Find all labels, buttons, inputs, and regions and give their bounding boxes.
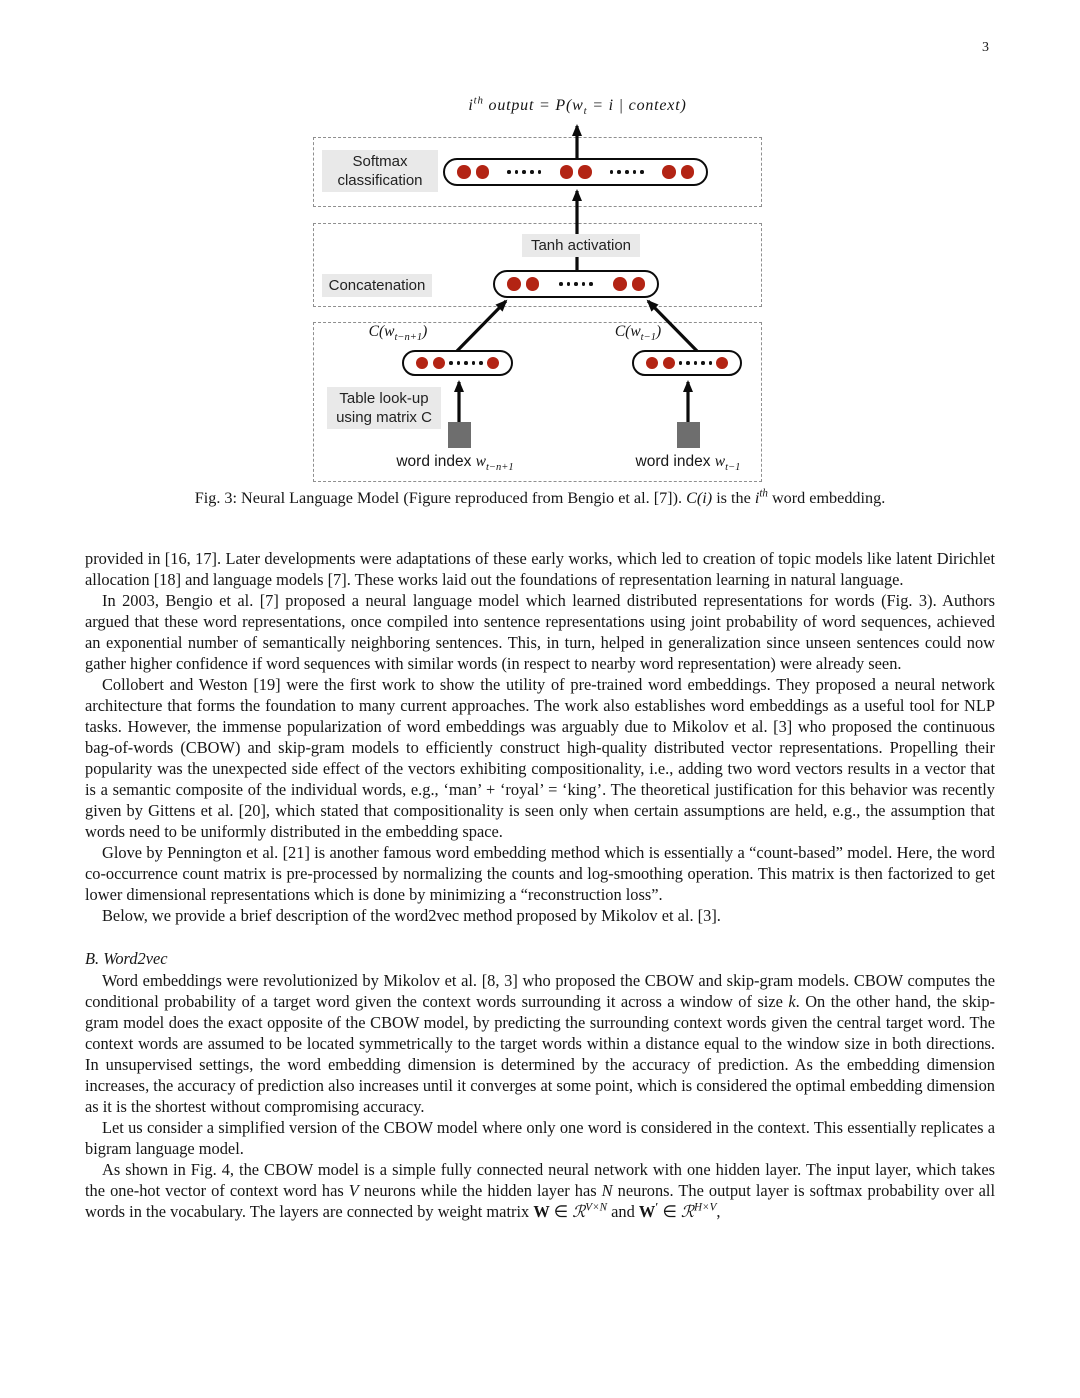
neuron-group xyxy=(487,357,499,369)
neuron-dot xyxy=(560,165,574,179)
ellipsis-dots xyxy=(559,282,593,286)
section-heading: B. Word2vec xyxy=(85,949,168,968)
neuron-dot xyxy=(487,357,499,369)
neuron-group xyxy=(716,357,728,369)
body-paragraph: In 2003, Bengio et al. [7] proposed a neural language model which learned distributed representations for words (Fig. 3). Authors argued that these word representations, once compiled into sentence representations using joint probability of word sequences, achieved an exponential number of semantically neighboring sentences. This, in turn, helped in generalization since unseen sentences could now gather higher confidence if word sequences with similar words (in respect to nearby word representation) were already seen. xyxy=(85,591,995,673)
body-paragraph: Collobert and Weston [19] were the first work to show the utility of pre-trained word embeddings. They proposed a neural network architecture that forms the foundation to many current approaches. The work also establishes word embeddings as a useful tool for NLP tasks. However, the immense popularization of word embeddings was arguably due to Mikolov et al. [3] who proposed the continuous bag-of-words (CBOW) and skip-gram models to efficiently construct high-quality distributed vector representations. Propelling their popularity was the unexpected side effect of the vectors exhibiting compositionality, i.e., adding two word vectors results in a vector that is a semantic composite of the individual words, e.g., ‘man’ + ‘royal’ = ‘king’. The theoretical justification for this behavior was recently given by Gittens et al. [20], which stated that compositionality is seen only when certain assumptions are held, e.g., the assumption that words need to be uniformly distributed in the embedding space. xyxy=(85,675,995,841)
neuron-dot xyxy=(416,357,428,369)
neuron-dot xyxy=(716,357,728,369)
neuron-dot xyxy=(662,165,676,179)
neuron-group xyxy=(507,277,539,291)
softmax-classification-label: Softmax classification xyxy=(322,150,438,192)
left-word-index-label: word index $w_{t-n+1}$ xyxy=(396,453,514,474)
neuron-group xyxy=(662,165,694,179)
ellipsis-dots xyxy=(610,170,644,174)
neuron-group xyxy=(613,277,645,291)
softmax-layer-neurons xyxy=(443,158,708,186)
body-paragraph: Word embeddings were revolutionized by Mikolov et al. [8, 3] who proposed the CBOW and skip-gram models. CBOW computes the conditional probability of a target word given the context words surrounding it across a window of size k. On the other hand, the skip-gram model does the exact opposite of the CBOW model, by predicting the surrounding context words given the central target word. The context words are assumed to be located symmetrically to the target words within a distance equal to the window size in both directions. In unsupervised settings, the word embedding dimension is determined by the accuracy of prediction. As the embedding dimension increases, the accuracy of prediction also increases until it converges at some point, which is considered the optimal embedding dimension as it is the shortest without compromising accuracy. xyxy=(85,971,995,1116)
neuron-dot xyxy=(681,165,695,179)
tanh-activation-label: Tanh activation xyxy=(522,234,640,257)
ellipsis-dots xyxy=(449,361,483,365)
neuron-dot xyxy=(646,357,658,369)
neuron-dot xyxy=(433,357,445,369)
neuron-dot xyxy=(613,277,627,291)
neuron-group xyxy=(646,357,675,369)
body-text xyxy=(85,548,995,1222)
left-embedding-neurons xyxy=(402,350,513,376)
neuron-dot xyxy=(663,357,675,369)
right-word-index-square xyxy=(677,422,700,448)
neuron-dot xyxy=(457,165,471,179)
ellipsis-dots xyxy=(679,361,713,365)
body-paragraph: Glove by Pennington et al. [21] is another famous word embedding method which is essentially a “count-based” model. Here, the word co-occurrence count matrix is pre-processed by normalizing the counts and log-smoothing operation. This matrix is then factorized to get lower dimensional representations which is done by minimizing a “reconstruction loss”. xyxy=(85,843,995,904)
right-embedding-neurons xyxy=(632,350,742,376)
neural-language-model-figure xyxy=(0,95,1080,497)
body-paragraph: As shown in Fig. 4, the CBOW model is a simple fully connected neural network with one hidden layer. The input layer, which takes the one-hot vector of context word has V neurons while the hidden layer has N neurons. The output layer is softmax probability over all words in the vocabulary. The layers are connected by weight matrix W ∈ ℛ$^{V\times N}$ and W′ ∈ ℛ$^{H\times V}$, xyxy=(85,1160,995,1221)
concatenation-label: Concatenation xyxy=(322,274,432,297)
left-embedding-label: $C(w_{t-n+1})$ xyxy=(368,323,428,344)
output-formula: $i^{th}$ output = $P(w_t = i$ | context) xyxy=(468,94,687,118)
table-lookup-label: Table look-up using matrix C xyxy=(327,387,441,429)
body-paragraph: Let us consider a simplified version of the CBOW model where only one word is considered in the context. This essentially replicates a bigram language model. xyxy=(85,1118,995,1158)
neuron-group xyxy=(416,357,445,369)
ellipsis-dots xyxy=(507,170,541,174)
right-embedding-label: $C(w_{t-1})$ xyxy=(614,323,662,344)
right-word-index-label: word index $w_{t-1}$ xyxy=(635,453,741,474)
concatenation-layer-neurons xyxy=(493,270,659,298)
neuron-dot xyxy=(507,277,521,291)
neuron-dot xyxy=(578,165,592,179)
body-paragraph: Below, we provide a brief description of the word2vec method proposed by Mikolov et al. [3]. xyxy=(102,906,721,925)
body-paragraph: provided in [16, 17]. Later developments were adaptations of these early works, which led to creation of topic models like latent Dirichlet allocation [18] and language models [7]. These works laid out the foundations of representation learning in natural language. xyxy=(85,549,995,589)
page-number: 3 xyxy=(982,40,989,55)
neuron-dot xyxy=(526,277,540,291)
neuron-dot xyxy=(476,165,490,179)
neuron-group xyxy=(457,165,489,179)
figure-caption: Fig. 3: Neural Language Model (Figure reproduced from Bengio et al. [7]). C(i) is the $i^{th}$ word embedding. xyxy=(194,487,886,507)
left-word-index-square xyxy=(448,422,471,448)
neuron-dot xyxy=(632,277,646,291)
neuron-group xyxy=(560,165,592,179)
